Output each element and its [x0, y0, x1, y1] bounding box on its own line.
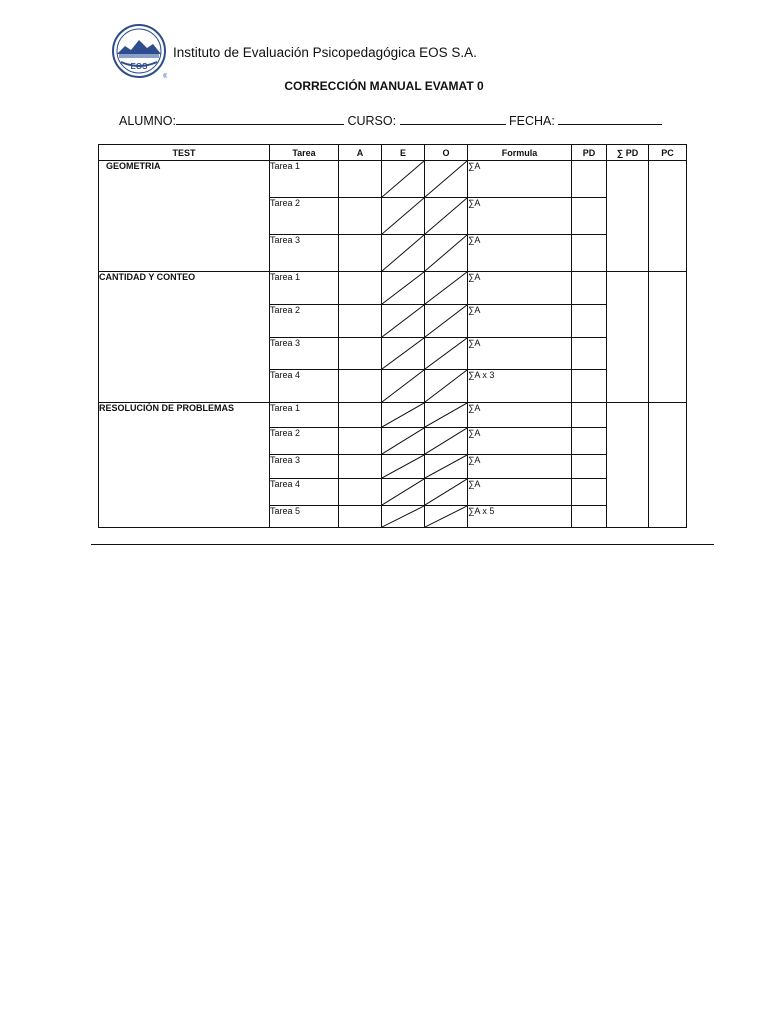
- slash-mark-icon: [382, 370, 424, 402]
- pd-cell[interactable]: [572, 403, 607, 428]
- a-cell[interactable]: [339, 161, 382, 198]
- document-title: CORRECCIÓN MANUAL EVAMAT 0: [284, 79, 484, 93]
- slash-line: [382, 403, 424, 427]
- e-cell-slashed: [382, 235, 425, 272]
- o-cell-slashed: [425, 338, 468, 370]
- slash-line: [382, 272, 424, 304]
- header-pc: PC: [649, 145, 687, 161]
- slash-line: [382, 235, 424, 271]
- pd-cell[interactable]: [572, 506, 607, 528]
- o-cell-slashed: [425, 235, 468, 272]
- slash-line: [425, 428, 467, 454]
- slash-line: [382, 455, 424, 478]
- alumno-field[interactable]: [176, 112, 344, 125]
- slash-mark-icon: [425, 403, 467, 427]
- fecha-field[interactable]: [558, 112, 662, 125]
- slash-line: [382, 479, 424, 505]
- test-name-geometria: GEOMETRIA: [99, 161, 270, 272]
- tarea-cell: Tarea 1: [270, 272, 339, 305]
- header-e: E: [382, 145, 425, 161]
- pd-cell[interactable]: [572, 338, 607, 370]
- tarea-cell: Tarea 5: [270, 506, 339, 528]
- correction-table: [98, 144, 687, 528]
- formula-cell: ∑A: [468, 161, 572, 198]
- pd-cell[interactable]: [572, 235, 607, 272]
- test-name-resolucion-de-problemas: RESOLUCIÓN DE PROBLEMAS: [99, 403, 270, 528]
- a-cell[interactable]: [339, 198, 382, 235]
- a-cell[interactable]: [339, 428, 382, 455]
- slash-mark-icon: [425, 305, 467, 337]
- slash-line: [425, 479, 467, 505]
- slash-mark-icon: [382, 161, 424, 197]
- tarea-cell: Tarea 4: [270, 370, 339, 403]
- o-cell-slashed: [425, 161, 468, 198]
- slash-line: [382, 506, 424, 527]
- formula-cell: ∑A: [468, 403, 572, 428]
- sum-pd-cell[interactable]: [607, 161, 649, 272]
- header-test: TEST: [99, 145, 270, 161]
- curso-field[interactable]: [400, 112, 506, 125]
- slash-mark-icon: [425, 338, 467, 369]
- a-cell[interactable]: [339, 272, 382, 305]
- e-cell-slashed: [382, 305, 425, 338]
- pd-cell[interactable]: [572, 161, 607, 198]
- tarea-cell: Tarea 1: [270, 403, 339, 428]
- sum-pd-cell[interactable]: [607, 403, 649, 528]
- formula-cell: ∑A: [468, 455, 572, 479]
- formula-cell: ∑A: [468, 305, 572, 338]
- slash-mark-icon: [382, 198, 424, 234]
- o-cell-slashed: [425, 370, 468, 403]
- slash-mark-icon: [382, 272, 424, 304]
- slash-mark-icon: [382, 479, 424, 505]
- o-cell-slashed: [425, 403, 468, 428]
- pd-cell[interactable]: [572, 455, 607, 479]
- slash-mark-icon: [425, 479, 467, 505]
- slash-line: [425, 235, 467, 271]
- alumno-label: ALUMNO:: [119, 114, 176, 128]
- e-cell-slashed: [382, 161, 425, 198]
- e-cell-slashed: [382, 479, 425, 506]
- slash-line: [382, 370, 424, 402]
- e-cell-slashed: [382, 428, 425, 455]
- slash-line: [382, 198, 424, 234]
- e-cell-slashed: [382, 198, 425, 235]
- tarea-cell: Tarea 2: [270, 428, 339, 455]
- table-header-row: [99, 145, 687, 161]
- curso-label: CURSO:: [347, 114, 397, 128]
- header-tarea: Tarea: [270, 145, 339, 161]
- slash-mark-icon: [425, 370, 467, 402]
- slash-mark-icon: [425, 198, 467, 234]
- formula-cell: ∑A: [468, 272, 572, 305]
- a-cell[interactable]: [339, 455, 382, 479]
- pd-cell[interactable]: [572, 198, 607, 235]
- slash-line: [425, 161, 467, 197]
- slash-line: [382, 428, 424, 454]
- a-cell[interactable]: [339, 235, 382, 272]
- tarea-cell: Tarea 2: [270, 305, 339, 338]
- o-cell-slashed: [425, 506, 468, 528]
- svg-text:®: ®: [163, 74, 167, 80]
- e-cell-slashed: [382, 403, 425, 428]
- slash-mark-icon: [425, 455, 467, 478]
- slash-mark-icon: [382, 403, 424, 427]
- institute-name: Instituto de Evaluación Psicopedagógica EOS S.A.: [173, 45, 477, 60]
- a-cell[interactable]: [339, 479, 382, 506]
- pd-cell[interactable]: [572, 305, 607, 338]
- table-row: [99, 272, 687, 305]
- sum-pd-cell[interactable]: [607, 272, 649, 403]
- e-cell-slashed: [382, 338, 425, 370]
- header-sum-pd: ∑ PD: [607, 145, 649, 161]
- table-row: [99, 161, 687, 198]
- o-cell-slashed: [425, 198, 468, 235]
- slash-line: [382, 305, 424, 337]
- slash-mark-icon: [425, 161, 467, 197]
- slash-mark-icon: [382, 428, 424, 454]
- slash-line: [425, 338, 467, 369]
- o-cell-slashed: [425, 479, 468, 506]
- fecha-label: FECHA:: [509, 114, 555, 128]
- svg-text:EOS: EOS: [130, 62, 148, 71]
- slash-mark-icon: [425, 235, 467, 271]
- tarea-cell: Tarea 1: [270, 161, 339, 198]
- slash-mark-icon: [382, 506, 424, 527]
- pc-cell[interactable]: [649, 272, 687, 403]
- slash-mark-icon: [382, 338, 424, 369]
- pc-cell[interactable]: [649, 403, 687, 528]
- page-divider: [91, 544, 714, 545]
- o-cell-slashed: [425, 455, 468, 479]
- formula-cell: ∑A x 5: [468, 506, 572, 528]
- formula-cell: ∑A: [468, 198, 572, 235]
- slash-line: [425, 198, 467, 234]
- tarea-cell: Tarea 2: [270, 198, 339, 235]
- slash-mark-icon: [382, 305, 424, 337]
- slash-mark-icon: [382, 455, 424, 478]
- formula-cell: ∑A: [468, 338, 572, 370]
- pc-cell[interactable]: [649, 161, 687, 272]
- o-cell-slashed: [425, 305, 468, 338]
- pd-cell[interactable]: [572, 428, 607, 455]
- a-cell[interactable]: [339, 506, 382, 528]
- e-cell-slashed: [382, 455, 425, 479]
- tarea-cell: Tarea 3: [270, 338, 339, 370]
- student-info-line: [119, 112, 662, 128]
- header-formula: Formula: [468, 145, 572, 161]
- slash-mark-icon: [425, 506, 467, 527]
- slash-line: [382, 338, 424, 369]
- slash-line: [425, 506, 467, 527]
- tarea-cell: Tarea 4: [270, 479, 339, 506]
- formula-cell: ∑A x 3: [468, 370, 572, 403]
- header-o: O: [425, 145, 468, 161]
- o-cell-slashed: [425, 272, 468, 305]
- eos-logo-icon: [111, 24, 167, 80]
- e-cell-slashed: [382, 370, 425, 403]
- slash-mark-icon: [425, 272, 467, 304]
- slash-mark-icon: [382, 235, 424, 271]
- a-cell[interactable]: [339, 338, 382, 370]
- slash-line: [425, 305, 467, 337]
- slash-line: [425, 272, 467, 304]
- e-cell-slashed: [382, 506, 425, 528]
- slash-line: [425, 370, 467, 402]
- o-cell-slashed: [425, 428, 468, 455]
- formula-cell: ∑A: [468, 428, 572, 455]
- a-cell[interactable]: [339, 305, 382, 338]
- table-row: [99, 403, 687, 428]
- slash-mark-icon: [425, 428, 467, 454]
- slash-line: [382, 161, 424, 197]
- formula-cell: ∑A: [468, 235, 572, 272]
- tarea-cell: Tarea 3: [270, 235, 339, 272]
- header-a: A: [339, 145, 382, 161]
- a-cell[interactable]: [339, 370, 382, 403]
- formula-cell: ∑A: [468, 479, 572, 506]
- slash-line: [425, 403, 467, 427]
- tarea-cell: Tarea 3: [270, 455, 339, 479]
- header-pd: PD: [572, 145, 607, 161]
- pd-cell[interactable]: [572, 479, 607, 506]
- e-cell-slashed: [382, 272, 425, 305]
- a-cell[interactable]: [339, 403, 382, 428]
- pd-cell[interactable]: [572, 272, 607, 305]
- test-name-cantidad-y-conteo: CANTIDAD Y CONTEO: [99, 272, 270, 403]
- pd-cell[interactable]: [572, 370, 607, 403]
- slash-line: [425, 455, 467, 478]
